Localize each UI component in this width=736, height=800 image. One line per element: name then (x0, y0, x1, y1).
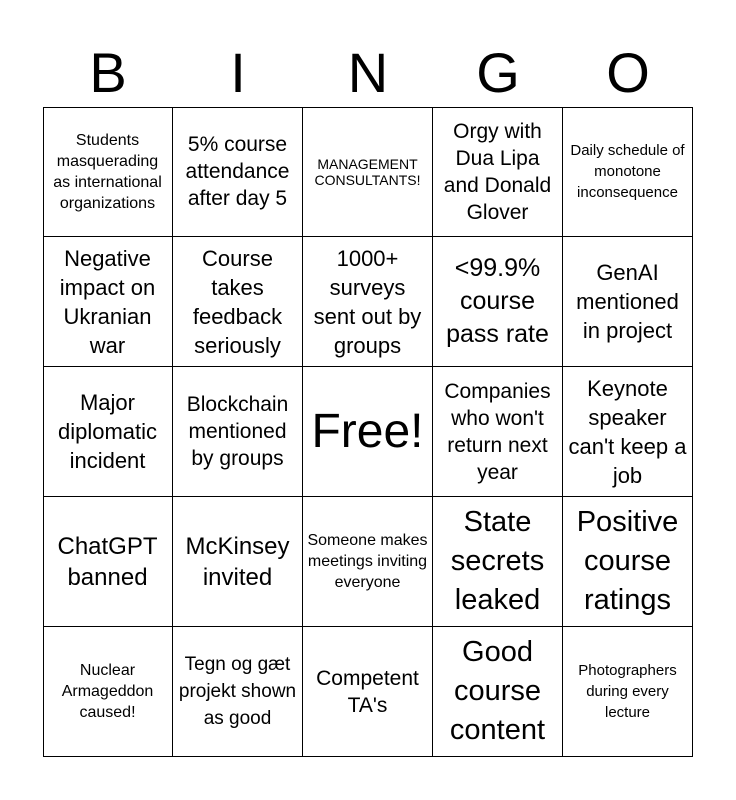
cell-text: MANAGEMENT CONSULTANTS! (314, 155, 421, 188)
bingo-cell[interactable] (563, 107, 693, 237)
bingo-cell[interactable] (433, 497, 563, 627)
bingo-cell[interactable] (563, 497, 693, 627)
cell-text: Someone makes meetings inviting everyone (307, 532, 428, 591)
bingo-board (43, 107, 693, 757)
header-letter-o: O (606, 41, 650, 104)
cell-text: Negative impact on Ukranian war (59, 245, 156, 358)
cell-text: Blockchain mentioned by groups (186, 393, 289, 470)
bingo-cell[interactable] (303, 107, 433, 237)
cell-text: Students masquerading as international organizations (53, 131, 162, 212)
bingo-cell[interactable] (563, 367, 693, 497)
cell-text: 1000+ surveys sent out by groups (313, 245, 422, 358)
cell-text: Major diplomatic incident (57, 390, 158, 473)
free-space-label: Free! (311, 404, 424, 458)
bingo-cell[interactable] (173, 627, 303, 757)
cell-text: Competent TA's (316, 666, 419, 717)
bingo-cell[interactable] (43, 107, 173, 237)
bingo-cell[interactable] (173, 367, 303, 497)
bingo-cell[interactable] (173, 107, 303, 237)
cell-text: McKinsey invited (185, 532, 290, 591)
cell-text: Keynote speaker can't keep a job (568, 375, 687, 488)
bingo-cell[interactable] (173, 497, 303, 627)
bingo-cell[interactable] (563, 627, 693, 757)
free-space[interactable] (303, 367, 433, 497)
cell-text: <99.9% course pass rate (446, 254, 549, 348)
cell-text: Photographers during every lecture (578, 662, 677, 721)
cell-text: Nuclear Armageddon caused! (61, 662, 154, 721)
bingo-cell[interactable] (43, 627, 173, 757)
bingo-cell[interactable] (303, 497, 433, 627)
cell-text: GenAI mentioned in project (576, 260, 679, 343)
bingo-cell[interactable] (43, 367, 173, 497)
bingo-cell[interactable] (563, 237, 693, 367)
cell-text: 5% course attendance after day 5 (185, 133, 290, 210)
cell-text: Orgy with Dua Lipa and Donald Glover (443, 119, 552, 224)
bingo-cell[interactable] (43, 237, 173, 367)
bingo-cell[interactable] (433, 627, 563, 757)
cell-text: Tegn og gæt projekt shown as good (178, 654, 297, 729)
header-letter-g: G (476, 41, 520, 104)
bingo-cell[interactable] (303, 627, 433, 757)
bingo-cell[interactable] (43, 497, 173, 627)
cell-text: State secrets leaked (450, 506, 545, 616)
cell-text: Daily schedule of monotone inconsequence (570, 142, 685, 201)
bingo-cell[interactable] (433, 107, 563, 237)
cell-text: ChatGPT banned (57, 532, 158, 591)
header-letter-n: N (347, 41, 389, 104)
bingo-cell[interactable] (303, 237, 433, 367)
bingo-header (43, 40, 693, 106)
bingo-cell[interactable] (433, 237, 563, 367)
cell-text: Good course content (449, 636, 546, 746)
cell-text: Positive course ratings (576, 506, 679, 616)
bingo-cell[interactable] (173, 237, 303, 367)
header-letter-b: B (89, 41, 127, 104)
header-letter-i: I (230, 41, 246, 104)
bingo-cell[interactable] (433, 367, 563, 497)
cell-text: Course takes feedback seriously (192, 245, 283, 358)
cell-text: Companies who won't return next year (444, 379, 551, 484)
